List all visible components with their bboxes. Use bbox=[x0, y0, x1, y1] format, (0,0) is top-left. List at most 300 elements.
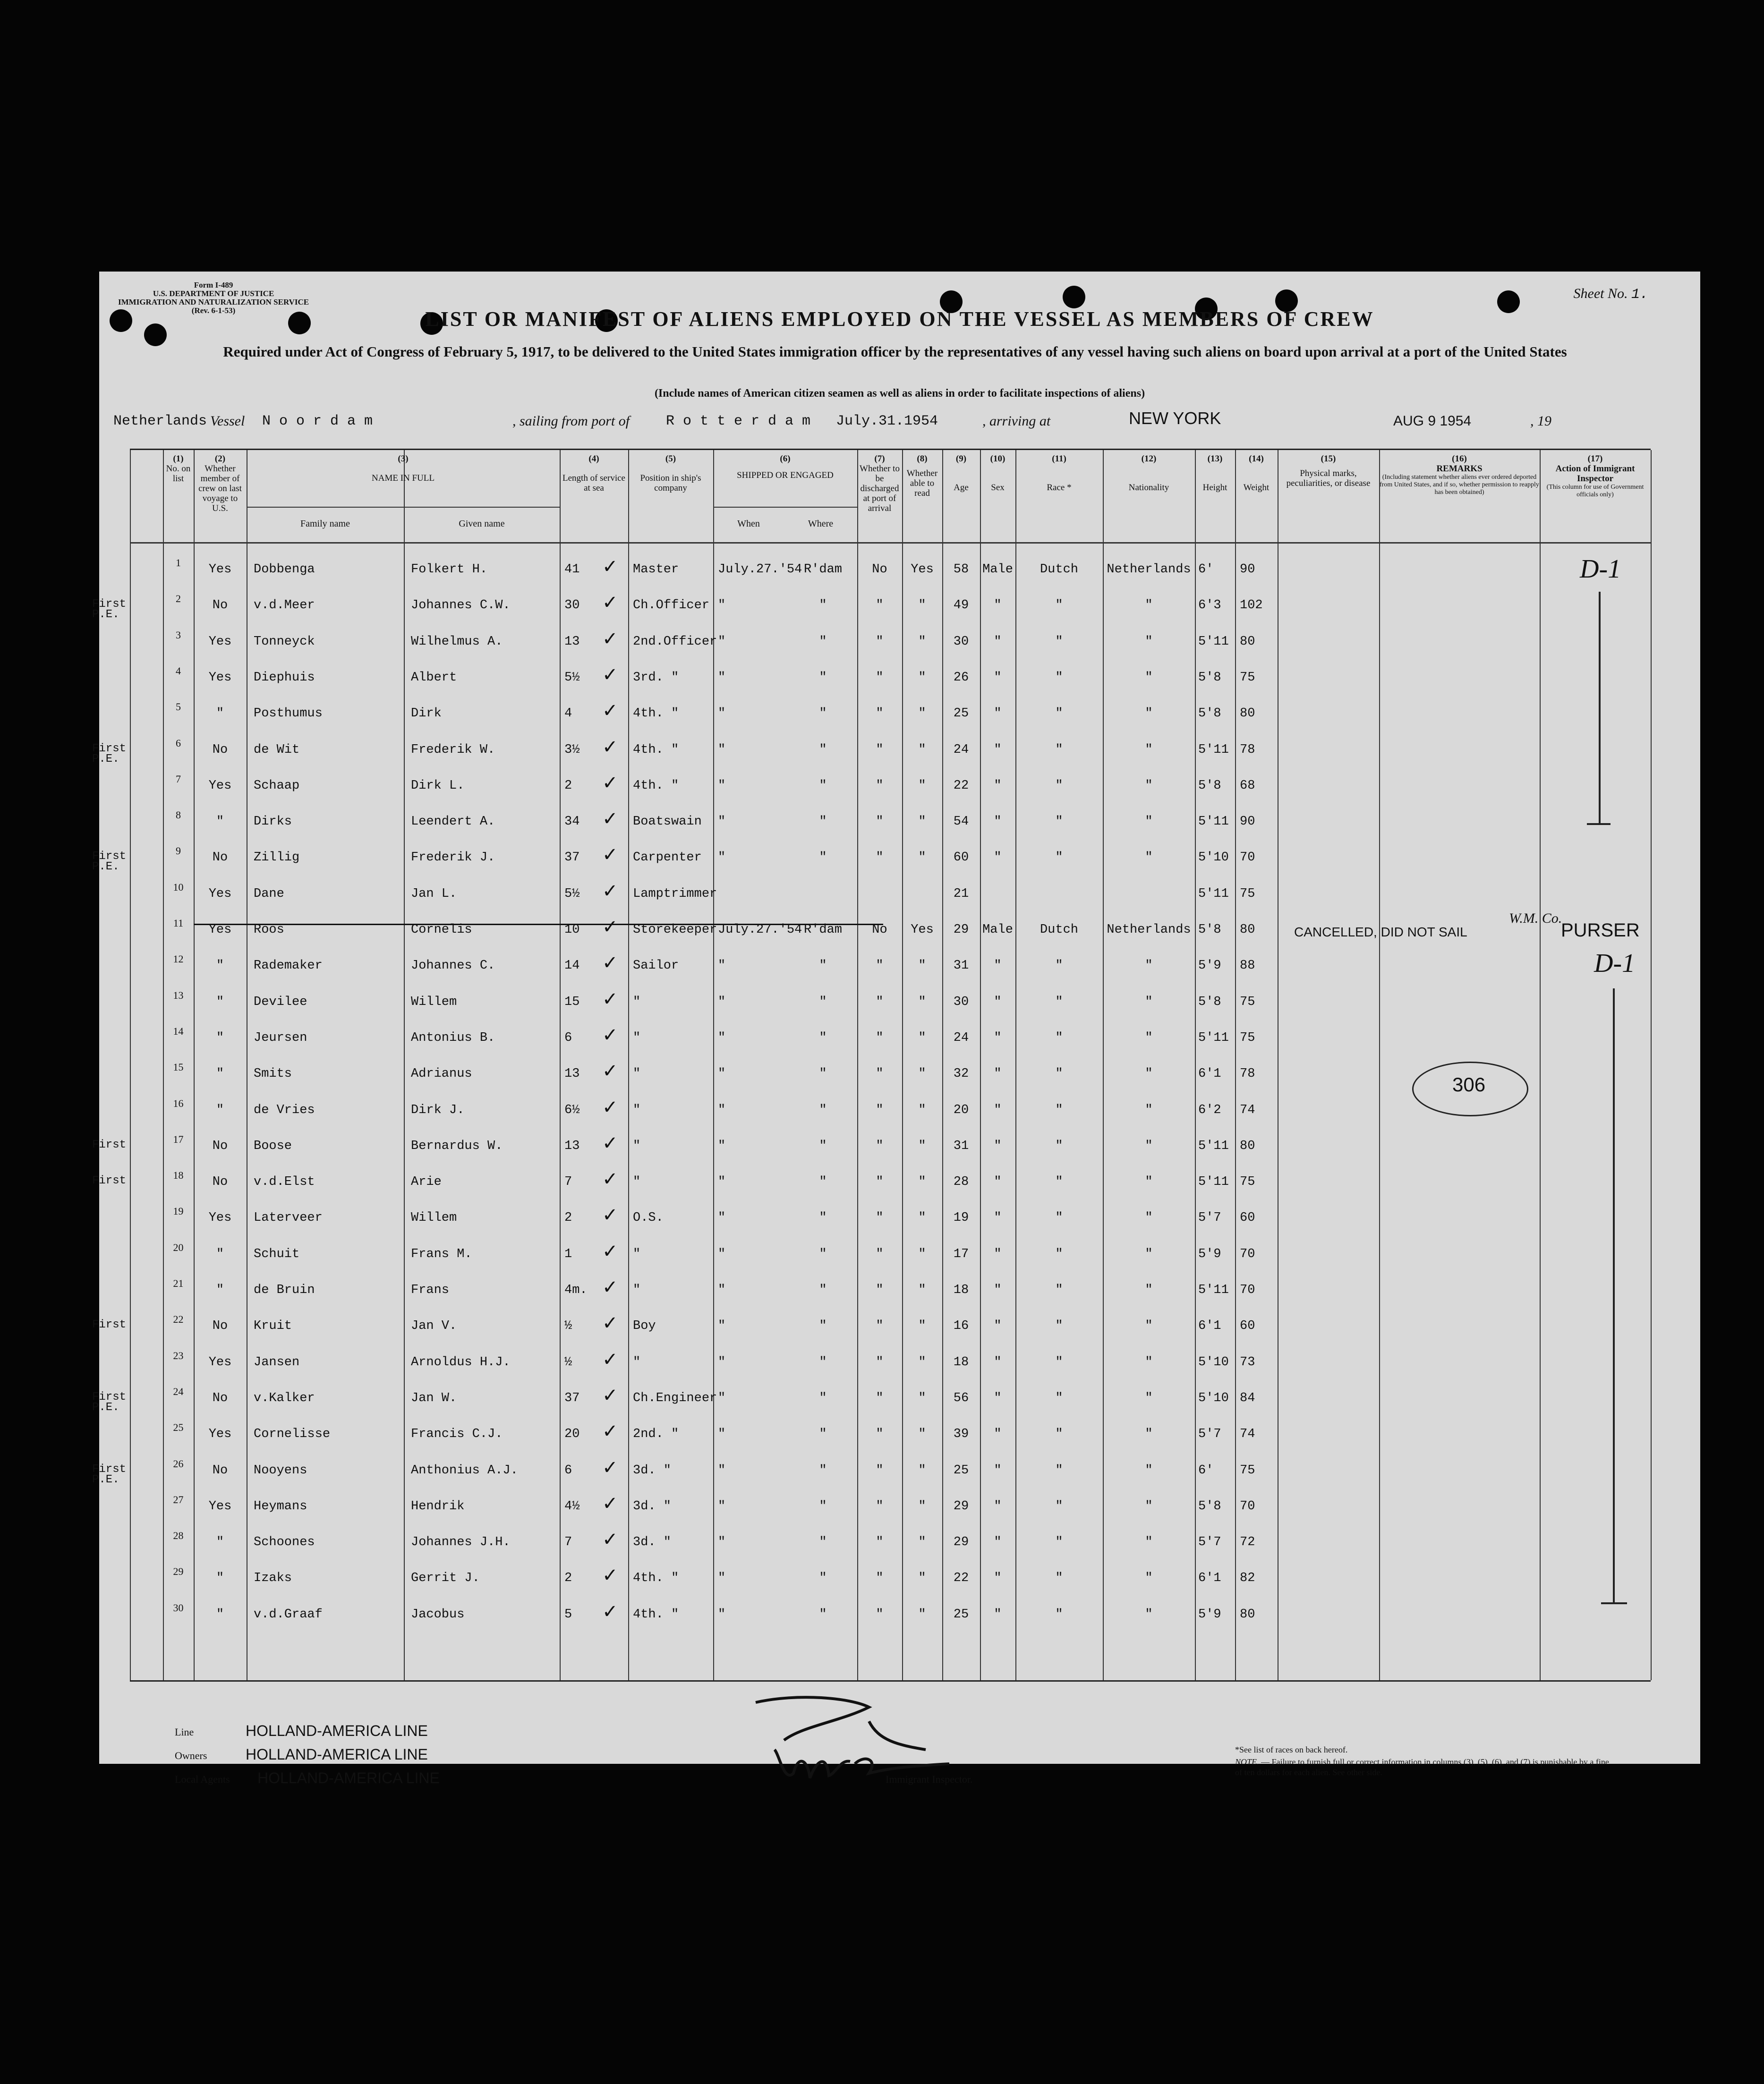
nationality: " bbox=[1145, 1355, 1153, 1369]
service-length: 14 bbox=[564, 959, 580, 973]
prev-voyage: No bbox=[212, 1391, 228, 1405]
col11-number: (11) bbox=[1052, 454, 1066, 464]
vessel-label: Vessel bbox=[210, 413, 245, 429]
row-number: 12 bbox=[173, 953, 184, 965]
height: 5'8 bbox=[1198, 995, 1221, 1009]
shipped-when: " bbox=[718, 1103, 726, 1117]
ship-position: " bbox=[633, 1355, 641, 1369]
age: 18 bbox=[953, 1355, 969, 1369]
shipped-where: " bbox=[819, 1139, 827, 1153]
age: 25 bbox=[953, 1463, 969, 1478]
weight: 70 bbox=[1240, 1499, 1255, 1514]
given-name: Dirk bbox=[411, 706, 442, 721]
check-mark-icon: ✓ bbox=[602, 736, 618, 758]
service-length: 4m. bbox=[564, 1283, 588, 1297]
ship-position: 2nd.Officer bbox=[633, 634, 717, 649]
family-name: Roos bbox=[254, 923, 284, 937]
service-length: 15 bbox=[564, 995, 580, 1009]
age: 29 bbox=[953, 1499, 969, 1514]
shipped-when: " bbox=[718, 1247, 726, 1261]
weight: 75 bbox=[1240, 1175, 1255, 1190]
shipped-when: " bbox=[718, 706, 726, 721]
table-row bbox=[130, 556, 1651, 588]
col16-subheader: (Including statement whether aliens ever ordered deported from United States, and if so, whether permission to reapply has been obtained) bbox=[1380, 474, 1539, 496]
weight: 90 bbox=[1240, 562, 1255, 577]
col14-number: (14) bbox=[1249, 454, 1264, 464]
row-number: 25 bbox=[173, 1421, 184, 1434]
nationality: " bbox=[1145, 815, 1153, 829]
nationality: " bbox=[1145, 1175, 1153, 1190]
row-mark: First P.E. bbox=[92, 598, 127, 621]
height: 5'11 bbox=[1198, 742, 1229, 757]
discharged: " bbox=[876, 1247, 884, 1261]
height: 5'11 bbox=[1198, 1030, 1229, 1045]
shipped-when: " bbox=[718, 1391, 726, 1405]
nationality: " bbox=[1145, 995, 1153, 1009]
col6-header: SHIPPED OR ENGAGED bbox=[737, 470, 834, 480]
note-label: NOTE. bbox=[1235, 1757, 1259, 1767]
action-bracket-second bbox=[1613, 988, 1615, 1602]
discharged: " bbox=[876, 1499, 884, 1514]
row-mark: First bbox=[92, 1174, 127, 1188]
height: 6'1 bbox=[1198, 1319, 1221, 1334]
family-name: v.Kalker bbox=[254, 1391, 315, 1405]
check-mark-icon: ✓ bbox=[602, 880, 618, 902]
height: 5'7 bbox=[1198, 1211, 1221, 1225]
race: Dutch bbox=[1040, 562, 1078, 577]
able-to-read: " bbox=[918, 1499, 926, 1514]
age: 16 bbox=[953, 1319, 969, 1334]
prev-voyage: " bbox=[216, 815, 224, 829]
row-number: 28 bbox=[173, 1530, 184, 1542]
row-mark: First P.E. bbox=[92, 1463, 127, 1486]
row-number: 2 bbox=[176, 593, 181, 605]
sex: " bbox=[994, 742, 1002, 757]
row-number: 11 bbox=[173, 917, 184, 929]
shipped-where: " bbox=[819, 1607, 827, 1622]
family-name: Smits bbox=[254, 1067, 292, 1081]
col17-subheader: (This column for use of Government officials only) bbox=[1546, 484, 1644, 498]
action-bracket-top-end bbox=[1587, 823, 1611, 825]
ship-position: Boatswain bbox=[633, 815, 702, 829]
shipped-when: " bbox=[718, 670, 726, 685]
age: 18 bbox=[953, 1283, 969, 1297]
family-name: Cornelisse bbox=[254, 1427, 331, 1442]
able-to-read: " bbox=[918, 995, 926, 1009]
shipped-where: " bbox=[819, 706, 827, 721]
family-name: Nooyens bbox=[254, 1463, 307, 1478]
weight: 75 bbox=[1240, 670, 1255, 685]
sex: " bbox=[994, 670, 1002, 685]
inspector-label: Immigrant Inspector. bbox=[886, 1773, 973, 1785]
nationality: " bbox=[1145, 706, 1153, 721]
prev-voyage: " bbox=[216, 1607, 224, 1622]
arrival-date: AUG 9 1954 bbox=[1393, 413, 1472, 429]
punch-hole bbox=[1063, 286, 1085, 308]
discharged: " bbox=[876, 634, 884, 649]
weight: 72 bbox=[1240, 1535, 1255, 1550]
weight: 102 bbox=[1240, 598, 1263, 613]
table-row bbox=[130, 663, 1651, 696]
shipped-when: " bbox=[718, 1067, 726, 1081]
race: " bbox=[1055, 1283, 1063, 1297]
given-name: Hendrik bbox=[411, 1499, 465, 1514]
form-revision: (Rev. 6-1-53) bbox=[191, 306, 236, 315]
family-name-header: Family name bbox=[300, 519, 350, 529]
action-bracket-top bbox=[1599, 592, 1601, 823]
given-name: Wilhelmus A. bbox=[411, 634, 503, 649]
race: " bbox=[1055, 598, 1063, 613]
age: 17 bbox=[953, 1247, 969, 1261]
departure-date: July.31.1954 bbox=[836, 413, 938, 429]
given-name: Willem bbox=[411, 1211, 457, 1225]
shipped-where: " bbox=[819, 634, 827, 649]
check-mark-icon: ✓ bbox=[602, 1276, 618, 1298]
service-length: 6 bbox=[564, 1463, 572, 1478]
family-name: Laterveer bbox=[254, 1211, 323, 1225]
family-name: Boose bbox=[254, 1139, 292, 1153]
weight: 75 bbox=[1240, 1463, 1255, 1478]
ship-position: Sailor bbox=[633, 959, 679, 973]
given-name: Johannes C.W. bbox=[411, 598, 511, 613]
ship-position: " bbox=[633, 1175, 641, 1190]
weight: 80 bbox=[1240, 634, 1255, 649]
nationality: " bbox=[1145, 1067, 1153, 1081]
weight: 80 bbox=[1240, 706, 1255, 721]
line-label: Line bbox=[175, 1726, 194, 1738]
race: " bbox=[1055, 778, 1063, 793]
col7-header: Whether to be discharged at port of arrival bbox=[860, 464, 900, 513]
discharged: " bbox=[876, 815, 884, 829]
ship-position: " bbox=[633, 1139, 641, 1153]
family-name: Izaks bbox=[254, 1571, 292, 1586]
discharged: " bbox=[876, 742, 884, 757]
table-row bbox=[130, 988, 1651, 1021]
able-to-read: " bbox=[918, 959, 926, 973]
nationality: Netherlands bbox=[1107, 562, 1191, 577]
col1-header: No. on list bbox=[166, 464, 191, 484]
sex: " bbox=[994, 598, 1002, 613]
col13-header: Height bbox=[1202, 483, 1227, 493]
row-number: 23 bbox=[173, 1349, 184, 1361]
service-length: 2 bbox=[564, 778, 572, 793]
table-row bbox=[130, 628, 1651, 660]
prev-voyage: Yes bbox=[208, 1499, 232, 1514]
discharged: " bbox=[876, 706, 884, 721]
shipped-when: " bbox=[718, 634, 726, 649]
ship-position: " bbox=[633, 1103, 641, 1117]
weight: 75 bbox=[1240, 1030, 1255, 1045]
height: 5'8 bbox=[1198, 1499, 1221, 1514]
cancel-strike-line bbox=[194, 924, 883, 925]
col10-number: (10) bbox=[990, 454, 1006, 464]
able-to-read: " bbox=[918, 670, 926, 685]
discharged: No bbox=[872, 562, 887, 577]
sex: " bbox=[994, 1139, 1002, 1153]
prev-voyage: " bbox=[216, 1283, 224, 1297]
shipped-where: " bbox=[819, 1355, 827, 1369]
service-length: 20 bbox=[564, 1427, 580, 1442]
ship-position: 3rd. " bbox=[633, 670, 679, 685]
shipped-when: " bbox=[718, 815, 726, 829]
nationality: " bbox=[1145, 1030, 1153, 1045]
race: " bbox=[1055, 1535, 1063, 1550]
service-length: 13 bbox=[564, 1139, 580, 1153]
given-name-header: Given name bbox=[459, 519, 505, 529]
race: " bbox=[1055, 1103, 1063, 1117]
discharged: " bbox=[876, 1283, 884, 1297]
able-to-read: " bbox=[918, 1139, 926, 1153]
prev-voyage: No bbox=[212, 1139, 228, 1153]
able-to-read: " bbox=[918, 742, 926, 757]
row-number: 5 bbox=[176, 701, 181, 713]
check-mark-icon: ✓ bbox=[602, 1312, 618, 1335]
sex: " bbox=[994, 1175, 1002, 1190]
shipped-where: " bbox=[819, 1283, 827, 1297]
height: 5'11 bbox=[1198, 1139, 1229, 1153]
cancelled-note: CANCELLED, DID NOT SAIL bbox=[1294, 925, 1467, 939]
able-to-read: " bbox=[918, 1283, 926, 1297]
given-name: Johannes J.H. bbox=[411, 1535, 511, 1550]
shipped-where: " bbox=[819, 995, 827, 1009]
shipped-when: " bbox=[718, 1139, 726, 1153]
given-name: Frederik W. bbox=[411, 742, 495, 757]
service-length: 2 bbox=[564, 1571, 572, 1586]
sex: Male bbox=[982, 923, 1013, 937]
age: 26 bbox=[953, 670, 969, 685]
table-row bbox=[130, 1240, 1651, 1273]
shipped-where: " bbox=[819, 1427, 827, 1442]
given-name: Frans bbox=[411, 1283, 450, 1297]
service-length: 3½ bbox=[564, 742, 580, 757]
age: 21 bbox=[953, 886, 969, 901]
check-mark-icon: ✓ bbox=[602, 1492, 618, 1514]
sex: " bbox=[994, 1571, 1002, 1586]
shipped-where: " bbox=[819, 778, 827, 793]
discharged: " bbox=[876, 1319, 884, 1334]
prev-voyage: " bbox=[216, 1571, 224, 1586]
weight: 74 bbox=[1240, 1103, 1255, 1117]
prev-voyage: " bbox=[216, 995, 224, 1009]
discharged: " bbox=[876, 1355, 884, 1369]
vessel-name: N o o r d a m bbox=[262, 413, 373, 429]
check-mark-icon: ✓ bbox=[602, 1168, 618, 1191]
nationality: " bbox=[1145, 1427, 1153, 1442]
check-mark-icon: ✓ bbox=[602, 556, 618, 578]
nationality: " bbox=[1145, 1499, 1153, 1514]
discharged: " bbox=[876, 1211, 884, 1225]
shipped-when: " bbox=[718, 742, 726, 757]
shipped-when: " bbox=[718, 598, 726, 613]
height: 5'11 bbox=[1198, 1175, 1229, 1190]
given-name: Albert bbox=[411, 670, 457, 685]
check-mark-icon: ✓ bbox=[602, 1384, 618, 1406]
action-mark-top: D-1 bbox=[1580, 554, 1621, 584]
age: 28 bbox=[953, 1175, 969, 1190]
sheet-number bbox=[1574, 286, 1649, 303]
family-name: Kruit bbox=[254, 1319, 292, 1334]
height: 5'11 bbox=[1198, 886, 1229, 901]
row-mark: First P.E. bbox=[92, 850, 127, 874]
family-name: v.d.Elst bbox=[254, 1175, 315, 1190]
ship-position: Boy bbox=[633, 1319, 656, 1334]
prev-voyage: Yes bbox=[208, 886, 232, 901]
check-mark-icon: ✓ bbox=[602, 808, 618, 830]
row-number: 15 bbox=[173, 1061, 184, 1073]
sex: " bbox=[994, 1427, 1002, 1442]
col16-number: (16) bbox=[1452, 454, 1467, 464]
shipped-where: " bbox=[819, 1103, 827, 1117]
sex: " bbox=[994, 1463, 1002, 1478]
ship-position: " bbox=[633, 1067, 641, 1081]
shipped-when: July.27.'54 bbox=[718, 923, 802, 937]
row-number: 21 bbox=[173, 1277, 184, 1289]
col2-header: Whether member of crew on last voyage to U.S. bbox=[198, 464, 242, 513]
given-name: Jan V. bbox=[411, 1319, 457, 1334]
service-length: 1 bbox=[564, 1247, 572, 1261]
vessel-nationality: Netherlands bbox=[113, 413, 207, 429]
discharged: " bbox=[876, 1175, 884, 1190]
manifest-subtitle: Required under Act of Congress of February 5, 1917, to be delivered to the United States immigration officer by the representatives of any vessel having such aliens on board upon arrival at a port of the United States bbox=[223, 343, 1567, 360]
table-row bbox=[92, 1456, 1651, 1489]
row-number: 20 bbox=[173, 1241, 184, 1253]
ship-position: " bbox=[633, 1283, 641, 1297]
arrival-port: NEW YORK bbox=[1129, 408, 1221, 428]
height: 5'10 bbox=[1198, 851, 1229, 865]
sex: " bbox=[994, 1391, 1002, 1405]
row-number: 13 bbox=[173, 989, 184, 1001]
prev-voyage: " bbox=[216, 1030, 224, 1045]
able-to-read: " bbox=[918, 1247, 926, 1261]
weight: 80 bbox=[1240, 1139, 1255, 1153]
able-to-read: Yes bbox=[911, 562, 934, 577]
weight: 78 bbox=[1240, 742, 1255, 757]
race: " bbox=[1055, 1211, 1063, 1225]
family-name: Dirks bbox=[254, 815, 292, 829]
purser-note: PURSER bbox=[1561, 920, 1640, 941]
age: 30 bbox=[953, 995, 969, 1009]
shipped-where: " bbox=[819, 1319, 827, 1334]
service-length: 34 bbox=[564, 815, 580, 829]
sex: " bbox=[994, 1607, 1002, 1622]
sex: " bbox=[994, 706, 1002, 721]
check-mark-icon: ✓ bbox=[602, 1096, 618, 1118]
col15-header: Physical marks, peculiarities, or disease bbox=[1286, 468, 1371, 488]
given-name: Frans M. bbox=[411, 1247, 472, 1261]
shipped-when: " bbox=[718, 1607, 726, 1622]
race: " bbox=[1055, 995, 1063, 1009]
row-number: 10 bbox=[173, 881, 184, 893]
age: 22 bbox=[953, 778, 969, 793]
row-number: 26 bbox=[173, 1457, 184, 1470]
discharged: " bbox=[876, 670, 884, 685]
prev-voyage: No bbox=[212, 851, 228, 865]
shipped-when: " bbox=[718, 1355, 726, 1369]
age: 19 bbox=[953, 1211, 969, 1225]
family-name: Dane bbox=[254, 886, 284, 901]
height: 5'9 bbox=[1198, 959, 1221, 973]
sex: " bbox=[994, 1355, 1002, 1369]
prev-voyage: Yes bbox=[208, 923, 232, 937]
height: 5'10 bbox=[1198, 1355, 1229, 1369]
race: " bbox=[1055, 670, 1063, 685]
row-number: 17 bbox=[173, 1133, 184, 1145]
nationality: " bbox=[1145, 778, 1153, 793]
sex: " bbox=[994, 1103, 1002, 1117]
shipped-where: " bbox=[819, 1463, 827, 1478]
service-length: 4½ bbox=[564, 1499, 580, 1514]
shipped-where: " bbox=[819, 1247, 827, 1261]
row-number: 14 bbox=[173, 1025, 184, 1037]
check-mark-icon: ✓ bbox=[602, 700, 618, 722]
shipped-when: " bbox=[718, 1283, 726, 1297]
given-name: Adrianus bbox=[411, 1067, 472, 1081]
arriving-label: , arriving at bbox=[982, 413, 1051, 429]
family-name: Zillig bbox=[254, 851, 300, 865]
table-row bbox=[92, 1168, 1651, 1200]
weight: 60 bbox=[1240, 1211, 1255, 1225]
able-to-read: " bbox=[918, 598, 926, 613]
check-mark-icon: ✓ bbox=[602, 844, 618, 866]
col2-number: (2) bbox=[214, 454, 226, 464]
shipped-when: " bbox=[718, 1427, 726, 1442]
service-length: 6 bbox=[564, 1030, 572, 1045]
service-length: 7 bbox=[564, 1175, 572, 1190]
family-name: v.d.Meer bbox=[254, 598, 315, 613]
agents-value: HOLLAND-AMERICA LINE bbox=[257, 1769, 440, 1786]
given-name: Arie bbox=[411, 1175, 442, 1190]
table-row bbox=[130, 1492, 1651, 1525]
check-mark-icon: ✓ bbox=[602, 1240, 618, 1262]
family-name: Schoones bbox=[254, 1535, 315, 1550]
ship-position: Carpenter bbox=[633, 851, 702, 865]
ship-position: Storekeeper bbox=[633, 923, 717, 937]
age: 54 bbox=[953, 815, 969, 829]
nationality: " bbox=[1145, 1535, 1153, 1550]
shipped-when: " bbox=[718, 959, 726, 973]
able-to-read: " bbox=[918, 851, 926, 865]
col6-number: (6) bbox=[780, 454, 791, 464]
given-name: Dirk J. bbox=[411, 1103, 465, 1117]
age: 24 bbox=[953, 1030, 969, 1045]
col12-number: (12) bbox=[1141, 454, 1157, 464]
nationality: " bbox=[1145, 851, 1153, 865]
nationality: " bbox=[1145, 634, 1153, 649]
shipped-when: " bbox=[718, 778, 726, 793]
age: 29 bbox=[953, 1535, 969, 1550]
age: 25 bbox=[953, 1607, 969, 1622]
weight: 82 bbox=[1240, 1571, 1255, 1586]
prev-voyage: " bbox=[216, 706, 224, 721]
nationality: " bbox=[1145, 1571, 1153, 1586]
sex: " bbox=[994, 1319, 1002, 1334]
agency-line1: U.S. DEPARTMENT OF JUSTICE bbox=[153, 289, 274, 298]
nationality: " bbox=[1145, 598, 1153, 613]
sheet-value: 1. bbox=[1631, 287, 1648, 303]
shipped-when: " bbox=[718, 1030, 726, 1045]
given-name: Jacobus bbox=[411, 1607, 465, 1622]
height: 5'9 bbox=[1198, 1247, 1221, 1261]
given-name: Folkert H. bbox=[411, 562, 488, 577]
able-to-read: " bbox=[918, 1103, 926, 1117]
height: 5'8 bbox=[1198, 670, 1221, 685]
age: 56 bbox=[953, 1391, 969, 1405]
sex: " bbox=[994, 1030, 1002, 1045]
shipped-when: " bbox=[718, 1211, 726, 1225]
shipped-when: " bbox=[718, 851, 726, 865]
col4-number: (4) bbox=[588, 454, 599, 464]
sex: " bbox=[994, 1499, 1002, 1514]
